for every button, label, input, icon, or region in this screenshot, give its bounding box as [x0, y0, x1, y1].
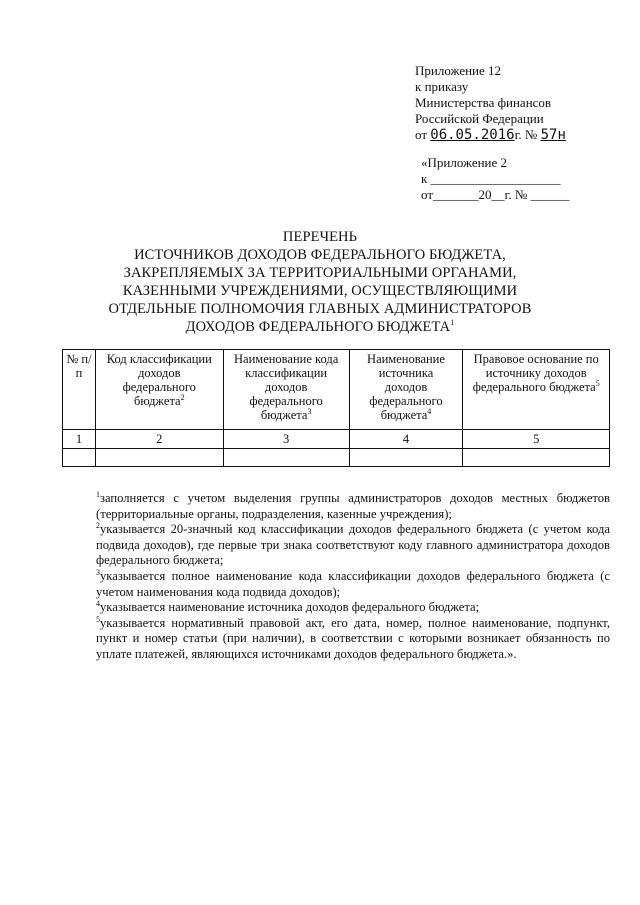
table-header-row: [63, 350, 610, 430]
footnote-ref: 1: [450, 318, 455, 328]
title-line-3: ЗАКРЕПЛЯЕМЫХ ЗА ТЕРРИТОРИАЛЬНЫМИ ОРГАНАМИ,: [123, 265, 517, 281]
footnote-5: $^5$указывается нормативный правовой акт, его дата, номер, полное наименование, подпункт, пункт и номер статьи (при наличии), в соответствии с которыми возникает обязанность по уплате платежей, являющихся источниками доходов федерального бюджета.».: [96, 614, 610, 661]
order-date: 06.05.2016: [430, 127, 515, 143]
empty-cell: [463, 449, 610, 467]
empty-cell: [349, 449, 463, 467]
order-number: 57н: [540, 127, 566, 143]
number-cell: 5: [463, 430, 610, 449]
empty-cell: [223, 449, 349, 467]
title-line-1: ПЕРЕЧЕНЬ: [282, 229, 358, 245]
order-ref-label: к приказу: [415, 79, 469, 94]
footnote-1: $^1$заполняется с учетом выделения группы администраторов доходов местных бюджетов (территориальные органы, подразделения, казенные учреждения);: [96, 489, 610, 521]
appendix2-date-line: от_______20__г. № ______: [421, 187, 570, 202]
footnote-4: $^4$указывается наименование источника доходов федерального бюджета;: [96, 598, 480, 615]
appendix2-label: «Приложение 2: [421, 155, 508, 170]
footnotes: [96, 491, 610, 663]
title-line-5: ОТДЕЛЬНЫЕ ПОЛНОМОЧИЯ ГЛАВНЫХ АДМИНИСТРАТОРОВ: [108, 301, 532, 317]
title-line-6: ДОХОДОВ ФЕДЕРАЛЬНОГО БЮДЖЕТА$^1$: [185, 318, 455, 335]
appendix-label: Приложение 12: [415, 63, 502, 78]
empty-cell: [95, 449, 223, 467]
title-line-4: КАЗЕННЫМИ УЧРЕЖДЕНИЯМИ, ОСУЩЕСТВЛЯЮЩИМИ: [122, 283, 518, 299]
header-cell-code-name: Наименование кода классификации доходов федерального бюджета$^3$: [223, 350, 349, 430]
number-cell: 4: [349, 430, 463, 449]
sources-table: [62, 349, 610, 467]
ministry-label: Министерства финансов: [415, 95, 552, 110]
order-line: [415, 127, 566, 143]
appendix-header: [415, 63, 566, 143]
table-row: [63, 449, 610, 467]
header-cell-number: № п/п: [63, 350, 96, 430]
header-cell-legal-basis: Правовое основание по источнику доходов федерального бюджета$^5$: [463, 350, 610, 430]
table-number-row: [63, 430, 610, 449]
document-title: [60, 228, 580, 336]
number-cell: 1: [63, 430, 96, 449]
appendix2-header: [421, 155, 570, 203]
country-label: Российской Федерации: [415, 111, 544, 126]
number-cell: 3: [223, 430, 349, 449]
title-line-2: ИСТОЧНИКОВ ДОХОДОВ ФЕДЕРАЛЬНОГО БЮДЖЕТА,: [134, 247, 506, 263]
header-cell-source-name: Наименование источника доходов федерального бюджета$^4$: [349, 350, 463, 430]
empty-cell: [63, 449, 96, 467]
order-mid: г. №: [514, 127, 538, 142]
number-cell: 2: [95, 430, 223, 449]
footnote-3: $^3$указывается полное наименование кода классификации доходов федерального бюджета (с учетом наименования кода подвида доходов);: [96, 567, 610, 599]
header-cell-code: Код классификации доходов федерального бюджета$^2$: [95, 350, 223, 430]
footnote-2: $^2$указывается 20-значный код классификации доходов федерального бюджета (с учетом кода подвида доходов), где первые три знака соответствуют коду главного администратора доходов федерального бюджета;: [96, 521, 610, 568]
order-prefix: от: [415, 127, 428, 142]
appendix2-to-line: к ____________________: [421, 171, 561, 186]
